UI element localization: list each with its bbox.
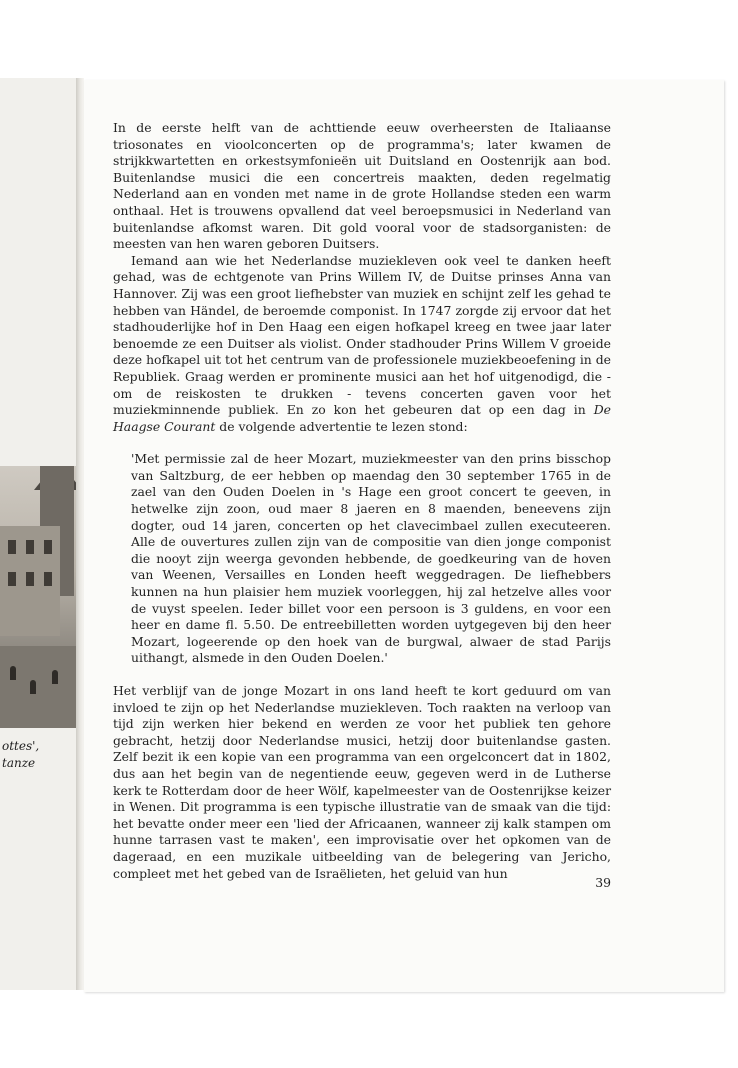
townscape-illustration (0, 466, 76, 728)
book-gutter (76, 78, 84, 990)
illustration-window (8, 540, 16, 554)
illustration-window (26, 540, 34, 554)
mozart-advertisement-quote: 'Met permissie zal de heer Mozart, muziekmeester van den prins bisschop van Saltzburg, de eer hebben op maendag den 30 september 1765 in de zael van den Ouden Doelen in 's Hage een groot concert te geeven, in hetwelke zijn zoon, oud maer 8 jaeren en 8 maenden, beneevens zijn dogter, oud 14 jaren, concerten op het clavecimbael zullen executeeren. Alle de ouvertures zullen zijn van de compositie van dien jonge componist die nooyt zijn weerga gevonden hebbende, de goedkeuring van de hoven van Weenen, Versailles en Londen heeft weggedragen. De liefhebbers kunnen na hun plaisier hem muziek voorleggen, hij zal hetzelve alles voor de vuyst speelen. Ieder billet voor een persoon is 3 guldens, en voor een heer en dame fl. 5.50. De entreebilletten worden uytgegeven bij den heer Mozart, logeerende op den hoek van de burgwal, alwaer de stad Parijs uithangt, alsmede in den Ouden Doelen.' (131, 451, 611, 666)
illustration-figure (10, 666, 16, 680)
illustration-window (26, 572, 34, 586)
left-facing-page (0, 78, 78, 990)
newspaper-title: De Haagse Courant (113, 402, 611, 434)
paragraph-2-ending: de volgende advertentie te lezen stond: (219, 418, 468, 434)
caption-line: tanze (2, 756, 36, 770)
paragraph-1: In de eerste helft van de achttiende eeuw overheersten de Italiaanse triosonates en vioolconcerten op de programma's; later kwamen de strijkkwartetten en orkestsymfonieën uit Duitsland en Oostenrijk aan bod. Buitenlandse musici die een concertreis maakten, deden regelmatig Nederland aan en vonden met name in de grote Hollandse steden een warm onthaal. Het is trouwens opvallend dat veel beroepsmusici in Nederland van buitenlandse afkomst waren. Dit gold vooral voor de stadsorganisten: de meesten van hen waren geboren Duitsers. (113, 120, 611, 252)
illustration-figure (52, 670, 58, 684)
illustration-street (0, 646, 76, 728)
caption-line: ottes', (2, 739, 40, 753)
illustration-figure (30, 680, 36, 694)
book-page (84, 80, 724, 992)
illustration-window (8, 572, 16, 586)
paragraph-3: Het verblijf van de jonge Mozart in ons land heeft te kort geduurd om van invloed te zijn op het Nederlandse muziekleven. Toch raakten na verloop van tijd zijn werken hier bekend en werden ze voor het publiek ten gehore gebracht, hetzij door Nederlandse musici, hetzij door buitenlandse gasten. Zelf bezit ik een kopie van een programma van een orgelconcert dat in 1802, dus aan het begin van de negentiende eeuw, gegeven werd in de Lutherse kerk te Rotterdam door de heer Wölf, kapelmeester van de Oostenrijkse keizer in Wenen. Dit programma is een typische illustratie van de smaak van die tijd: het bevatte onder meer een 'lied der Africaanen, wanneer zij kalk stampen om hunne tarrasen vast te maken', een improvisatie over het opkomen van de dageraad, en een muzikale uitbeelding van de belegering van Jericho, compleet met het gebed van de Israëlieten, het geluid van hun (113, 683, 611, 881)
illustration-facade (0, 526, 60, 636)
paragraph-2-text: Iemand aan wie het Nederlandse muziekleven ook veel te danken heeft gehad, was de echtgenote van Prins Willem IV, de Duitse prinses Anna van Hannover. Zij was een groot liefhebster van muziek en schijnt zelf les gehad te hebben van Händel, de beroemde componist. In 1747 zorgde zij ervoor dat het stadhouderlijke hof in Den Haag een eigen hofkapel kreeg en twee jaar later benoemde ze een Duitser als violist. Onder stadhouder Prins Willem V groeide deze hofkapel uit tot het centrum van de professionele muziekbeoefening in de Republiek. Graag werden er prominente musici aan het hof uitgenodigd, die - om de reiskosten te drukken - tevens concerten gaven voor het muziekminnende publiek. En zo kon het gebeuren dat op een dag in (113, 252, 611, 418)
illustration-window (44, 540, 52, 554)
body-text (113, 120, 611, 882)
left-page-caption (2, 738, 76, 772)
paragraph-2 (113, 253, 611, 436)
illustration-window (44, 572, 52, 586)
page-number: 39 (595, 875, 611, 890)
